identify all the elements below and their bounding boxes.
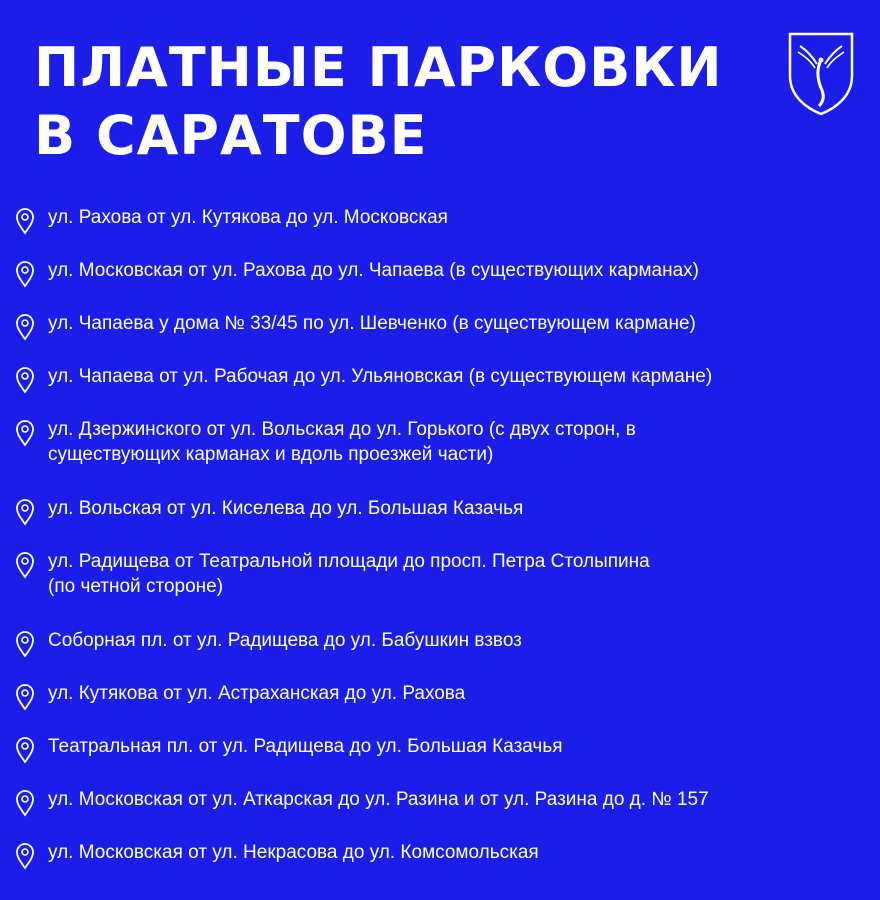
parking-street-text: ул. Чапаева от ул. Рабочая до ул. Ульяновская (в существующем кармане) [48,366,713,387]
parking-street-item [14,681,465,706]
location-pin-icon [14,366,36,394]
parking-street-text: ул. Вольская от ул. Киселева до ул. Большая Казачья [48,498,524,519]
parking-street-item [14,258,699,283]
title-line-1: ПЛАТНЫЕ ПАРКОВКИ [34,36,723,99]
location-pin-icon [14,683,36,711]
parking-street-text: ул. Радищева от Театральной площади до просп. Петра Столыпина (по четной стороне) [48,551,650,597]
parking-street-text: ул. Дзержинского от ул. Вольская до ул. Горького (с двух сторон, в существующих карманах и вдоль проезжей части) [48,419,636,465]
location-pin-icon [14,630,36,658]
parking-street-item [14,417,636,467]
location-pin-icon [14,789,36,817]
parking-street-text: Театральная пл. от ул. Радищева до ул. Большая Казачья [48,736,563,757]
page-title [34,34,723,170]
location-pin-icon [14,207,36,235]
location-pin-icon [14,419,36,447]
parking-street-text: ул. Московская от ул. Аткарская до ул. Разина и от ул. Разина до д. № 157 [48,789,709,810]
location-pin-icon [14,313,36,341]
parking-street-item [14,364,712,389]
parking-street-text: Соборная пл. от ул. Радищева до ул. Бабушкин взвоз [48,630,522,651]
parking-street-text: ул. Московская от ул. Некрасова до ул. Комсомольская [48,842,539,863]
location-pin-icon [14,736,36,764]
parking-street-item [14,205,448,230]
parking-street-item [14,311,696,336]
parking-street-text: ул. Чапаева у дома № 33/45 по ул. Шевченко (в существующем кармане) [48,313,696,334]
parking-street-item [14,840,539,865]
parking-street-item [14,549,650,599]
location-pin-icon [14,260,36,288]
parking-street-text: ул. Рахова от ул. Кутякова до ул. Московская [48,207,448,228]
parking-street-item [14,734,563,759]
parking-street-text: ул. Московская от ул. Рахова до ул. Чапаева (в существующих карманах) [48,260,699,281]
location-pin-icon [14,551,36,579]
parking-street-item [14,628,522,653]
parking-street-item [14,787,709,812]
location-pin-icon [14,842,36,870]
title-line-2: В САРАТОВЕ [34,104,428,167]
saratov-coat-of-arms-icon [786,30,856,116]
parking-street-item [14,496,523,521]
parking-street-text: ул. Кутякова от ул. Астраханская до ул. Рахова [48,683,466,704]
location-pin-icon [14,498,36,526]
